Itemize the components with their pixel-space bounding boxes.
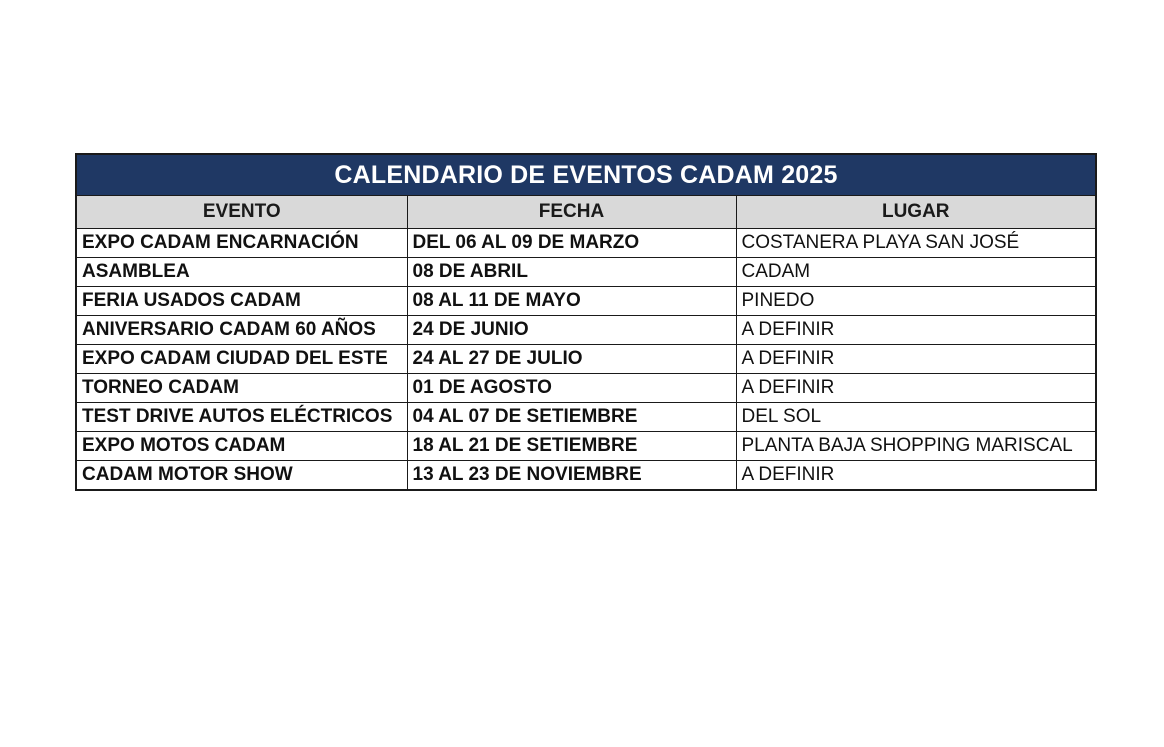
cell-lugar: A DEFINIR	[736, 316, 1096, 345]
column-header-fecha: FECHA	[407, 196, 736, 229]
table-row	[76, 258, 1096, 287]
cell-evento: TORNEO CADAM	[76, 374, 407, 403]
table-row	[76, 374, 1096, 403]
cell-fecha: 01 DE AGOSTO	[407, 374, 736, 403]
column-header-lugar: LUGAR	[736, 196, 1096, 229]
cell-fecha: 24 DE JUNIO	[407, 316, 736, 345]
table-row	[76, 316, 1096, 345]
cell-lugar: COSTANERA PLAYA SAN JOSÉ	[736, 229, 1096, 258]
cell-fecha: 08 DE ABRIL	[407, 258, 736, 287]
cell-evento: CADAM MOTOR SHOW	[76, 461, 407, 491]
cell-lugar: PINEDO	[736, 287, 1096, 316]
cell-evento: ANIVERSARIO CADAM 60 AÑOS	[76, 316, 407, 345]
cell-evento: ASAMBLEA	[76, 258, 407, 287]
cell-evento: TEST DRIVE AUTOS ELÉCTRICOS	[76, 403, 407, 432]
cell-evento: FERIA USADOS CADAM	[76, 287, 407, 316]
table-row	[76, 432, 1096, 461]
cell-lugar: A DEFINIR	[736, 461, 1096, 491]
cell-fecha: 18 AL 21 DE SETIEMBRE	[407, 432, 736, 461]
table-row	[76, 229, 1096, 258]
cell-lugar: CADAM	[736, 258, 1096, 287]
cell-fecha: 24 AL 27 DE JULIO	[407, 345, 736, 374]
column-header-evento: EVENTO	[76, 196, 407, 229]
table-row	[76, 403, 1096, 432]
table-row	[76, 345, 1096, 374]
title-row	[76, 154, 1096, 196]
cell-fecha: 13 AL 23 DE NOVIEMBRE	[407, 461, 736, 491]
events-table	[75, 153, 1097, 491]
cell-lugar: A DEFINIR	[736, 345, 1096, 374]
cell-evento: EXPO CADAM ENCARNACIÓN	[76, 229, 407, 258]
table-row	[76, 461, 1096, 491]
table-row	[76, 287, 1096, 316]
cell-fecha: 04 AL 07 DE SETIEMBRE	[407, 403, 736, 432]
cell-fecha: DEL 06 AL 09 DE MARZO	[407, 229, 736, 258]
cell-evento: EXPO CADAM CIUDAD DEL ESTE	[76, 345, 407, 374]
cell-lugar: A DEFINIR	[736, 374, 1096, 403]
cell-lugar: DEL SOL	[736, 403, 1096, 432]
events-calendar	[75, 153, 1095, 491]
header-row	[76, 196, 1096, 229]
cell-evento: EXPO MOTOS CADAM	[76, 432, 407, 461]
cell-lugar: PLANTA BAJA SHOPPING MARISCAL	[736, 432, 1096, 461]
table-title: CALENDARIO DE EVENTOS CADAM 2025	[76, 154, 1096, 196]
cell-fecha: 08 AL 11 DE MAYO	[407, 287, 736, 316]
